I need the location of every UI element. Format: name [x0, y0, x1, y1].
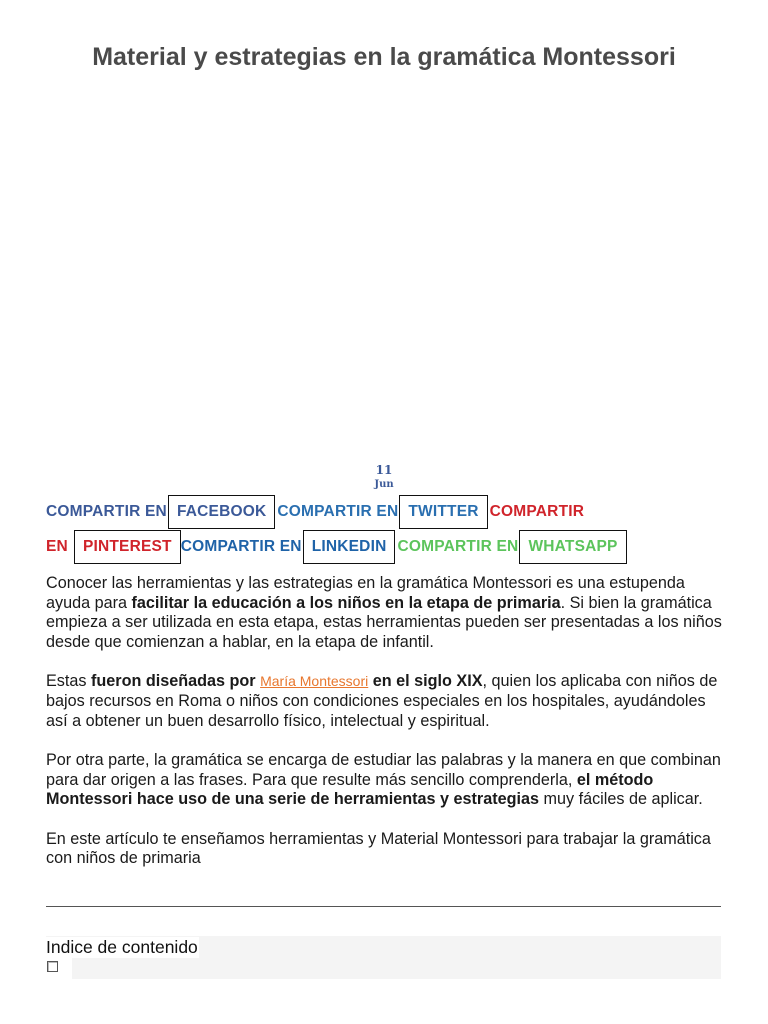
share-whatsapp-prefix: COMPARTIR EN — [397, 538, 519, 555]
post-date-day: 11 — [375, 463, 393, 477]
paragraph-intro — [46, 574, 726, 653]
paragraph-method-bold: el método Montessori hace uso de una serie de herramientas y estrategias — [46, 770, 654, 809]
paragraph-history-bold-2: en el siglo XIX — [372, 672, 483, 691]
divider — [46, 906, 721, 907]
share-twitter-button[interactable]: TWITTER — [399, 495, 487, 529]
article-body — [46, 574, 726, 888]
paragraph-method-text-end: muy fáciles de aplicar. — [539, 790, 703, 809]
share-linkedin-button[interactable]: LINKEDIN — [303, 530, 396, 564]
toc-heading: Indice de contenido — [46, 937, 198, 957]
share-pinterest-prefix-line2: EN — [46, 538, 68, 555]
share-facebook-prefix: COMPARTIR EN — [46, 503, 167, 520]
share-linkedin-prefix: COMPARTIR EN — [180, 538, 302, 555]
paragraph-history-text-end: , quien los aplicaba con niños de bajos recursos en Roma o niños con condiciones especiales en los hospitales, ayudándoles así a obtener un buen desarrollo físico, intelectual y espiritual. — [46, 672, 718, 730]
share-pinterest-button[interactable]: PINTEREST — [74, 530, 181, 564]
share-twitter-prefix: COMPARTIR EN — [277, 503, 399, 520]
paragraph-history — [46, 672, 726, 731]
paragraph-history-text: Estas — [46, 672, 91, 691]
share-pinterest-prefix-line1: COMPARTIR — [489, 503, 585, 520]
paragraph-intro-text-end: . Si bien la gramática empieza a ser utilizada en esta etapa, estas herramientas pueden ser presentadas a los niños desde que comienzan a hablar, en la etapa de infantil. — [46, 593, 722, 652]
share-row-1 — [46, 494, 585, 530]
post-date — [364, 464, 404, 490]
maria-montessori-link[interactable]: María Montessori — [260, 673, 369, 690]
paragraph-intro-bold: facilitar la educación a los niños en la etapa de primaria — [131, 593, 561, 612]
post-date-month: Jun — [374, 479, 394, 490]
paragraph-summary: En este artículo te enseñamos herramientas y Material Montessori para trabajar la gramática con niños de primaria — [46, 829, 711, 868]
paragraph-method-text: Por otra parte, la gramática se encarga de estudiar las palabras y la manera en que combinan para dar origen a las frases. Para que resulte más sencillo comprenderla, — [46, 750, 721, 789]
paragraph-intro-text: Conocer las herramientas y las estrategias en la gramática Montessori es una estupenda ayuda para — [46, 574, 685, 612]
paragraph-history-bold: fueron diseñadas por — [90, 672, 256, 691]
paragraph-method — [46, 751, 726, 810]
share-whatsapp-button[interactable]: WHATSAPP — [519, 530, 626, 564]
toc-toggle-checkbox[interactable] — [47, 961, 58, 972]
share-facebook-button[interactable]: FACEBOOK — [168, 495, 275, 529]
page-title: Material y estrategias en la gramática Montessori — [92, 43, 676, 71]
share-row-2 — [46, 529, 627, 565]
